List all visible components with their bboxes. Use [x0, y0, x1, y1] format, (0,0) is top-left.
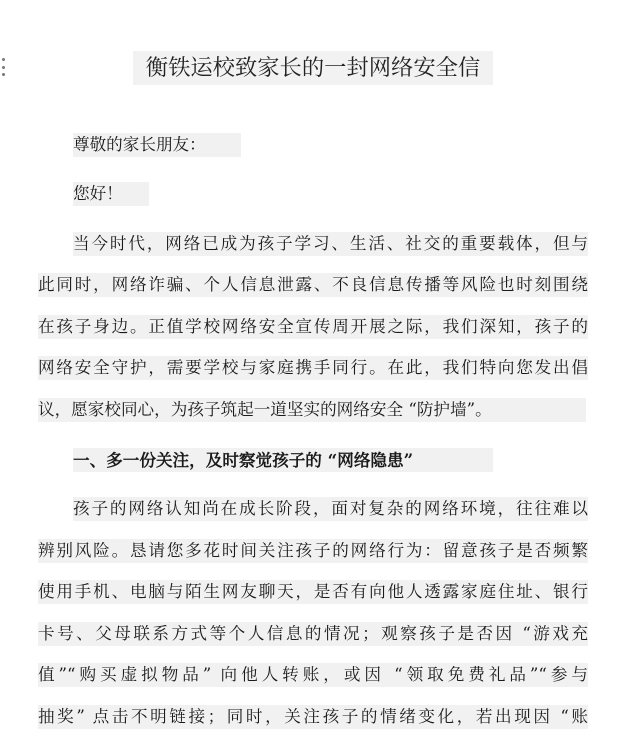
- paragraph-line: 此同时，网络诈骗、个人信息泄露、不良信息传播等风险也时刻围绕: [38, 273, 588, 297]
- paragraph-line: 孩子的网络认知尚在成长阶段，面对复杂的网络环境，往往难以: [73, 497, 588, 521]
- paragraph-line: 卡号、父母联系方式等个人信息的情况；观察孩子是否因 “游戏充: [38, 622, 588, 646]
- paragraph-line: 在孩子身边。正值学校网络安全宣传周开展之际，我们深知，孩子的: [38, 315, 588, 339]
- paragraph-line: 网络安全守护，需要学校与家庭携手同行。在此，我们特向您发出倡: [38, 356, 588, 380]
- paragraph-line: 值”“购买虚拟物品” 向他人转账，或因 “领取免费礼品”“参与: [38, 663, 588, 687]
- document-title: 衡铁运校致家长的一封网络安全信: [133, 51, 493, 85]
- paragraph-line: 议，愿家校同心，为孩子筑起一道坚实的网络安全 “防护墙”。: [38, 398, 586, 422]
- paragraph-line: 辨别风险。恳请您多花时间关注孩子的网络行为：留意孩子是否频繁: [38, 539, 588, 563]
- section-heading: 一、多一份关注，及时察觉孩子的 “网络隐患”: [73, 448, 493, 472]
- drag-handle-icon[interactable]: [2, 58, 6, 76]
- greeting: 您好！: [73, 182, 149, 206]
- paragraph-line: 当今时代，网络已成为孩子学习、生活、社交的重要载体，但与: [73, 232, 588, 256]
- paragraph-line: 抽奖” 点击不明链接；同时，关注孩子的情绪变化，若出现因 “账: [38, 705, 588, 729]
- paragraph-line: 使用手机、电脑与陌生网友聊天，是否有向他人透露家庭住址、银行: [38, 580, 588, 604]
- salutation: 尊敬的家长朋友：: [73, 133, 241, 157]
